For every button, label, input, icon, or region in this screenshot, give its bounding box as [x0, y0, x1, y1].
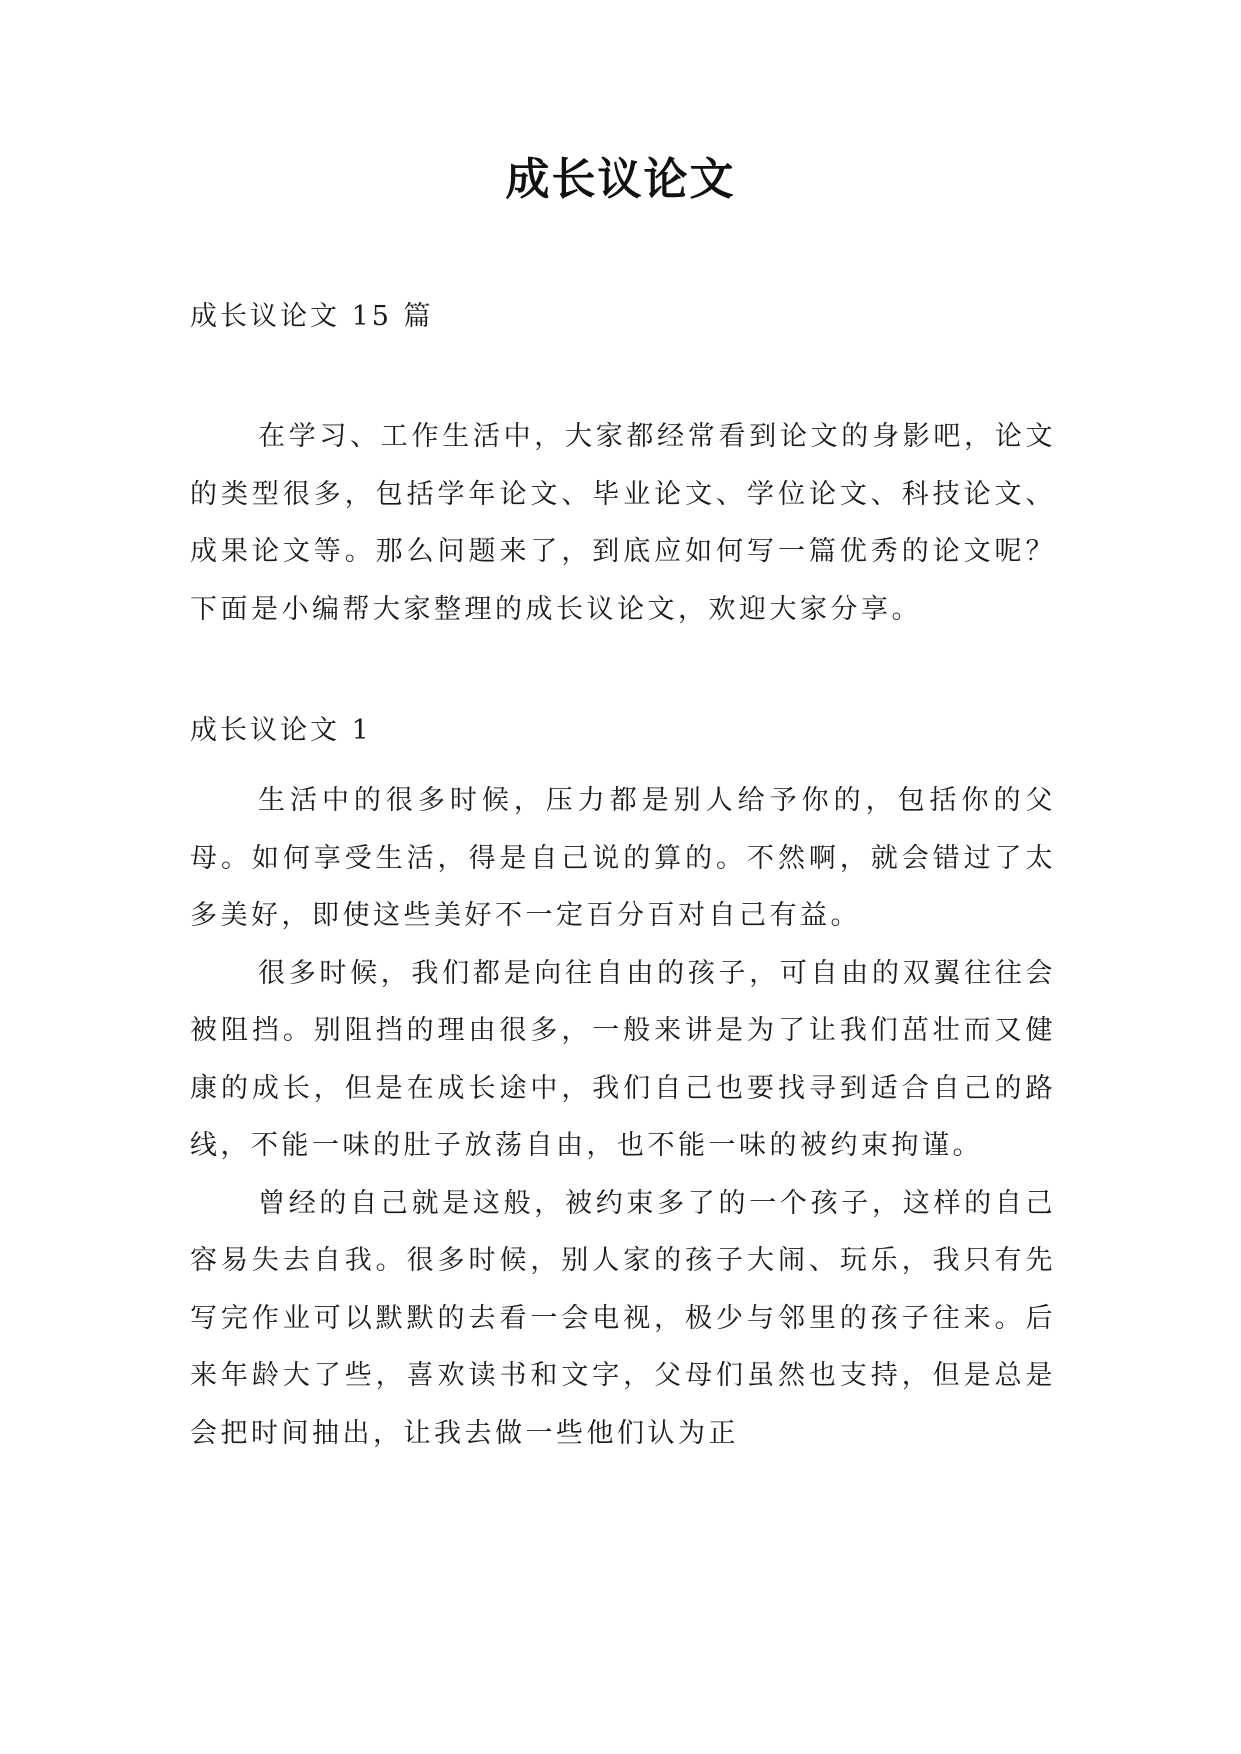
body-paragraph: 很多时候，我们都是向往自由的孩子，可自由的双翼往往会被阻挡。别阻挡的理由很多，一般来讲是为了让我们茁壮而又健康的成长，但是在成长途中，我们自己也要找寻到适合自己的路线，不能一味的肚子放荡自由，也不能一味的被约束拘谨。	[190, 957, 1056, 1161]
document-title: 成长议论文	[505, 154, 736, 205]
body-paragraph: 生活中的很多时候，压力都是别人给予你的，包括你的父母。如何享受生活，得是自己说的算的。不然啊，就会错过了太多美好，即使这些美好不一定百分百对自己有益。	[190, 785, 1056, 931]
document-subtitle: 成长议论文 15 篇	[190, 301, 434, 332]
section-heading: 成长议论文 1	[190, 715, 372, 746]
body-paragraph: 曾经的自己就是这般，被约束多了的一个孩子，这样的自己容易失去自我。很多时候，别人家的孩子大闹、玩乐，我只有先写完作业可以默默的去看一会电视，极少与邻里的孩子往来。后来年龄大了些，喜欢读书和文字，父母们虽然也支持，但是总是会把时间抽出，让我去做一些他们认为正	[190, 1187, 1056, 1449]
intro-paragraph: 在学习、工作生活中，大家都经常看到论文的身影吧，论文的类型很多，包括学年论文、毕业论文、学位论文、科技论文、成果论文等。那么问题来了，到底应如何写一篇优秀的论文呢？下面是小编帮大家整理的成长议论文，欢迎大家分享。	[190, 421, 1056, 625]
section-body	[190, 772, 1056, 1462]
